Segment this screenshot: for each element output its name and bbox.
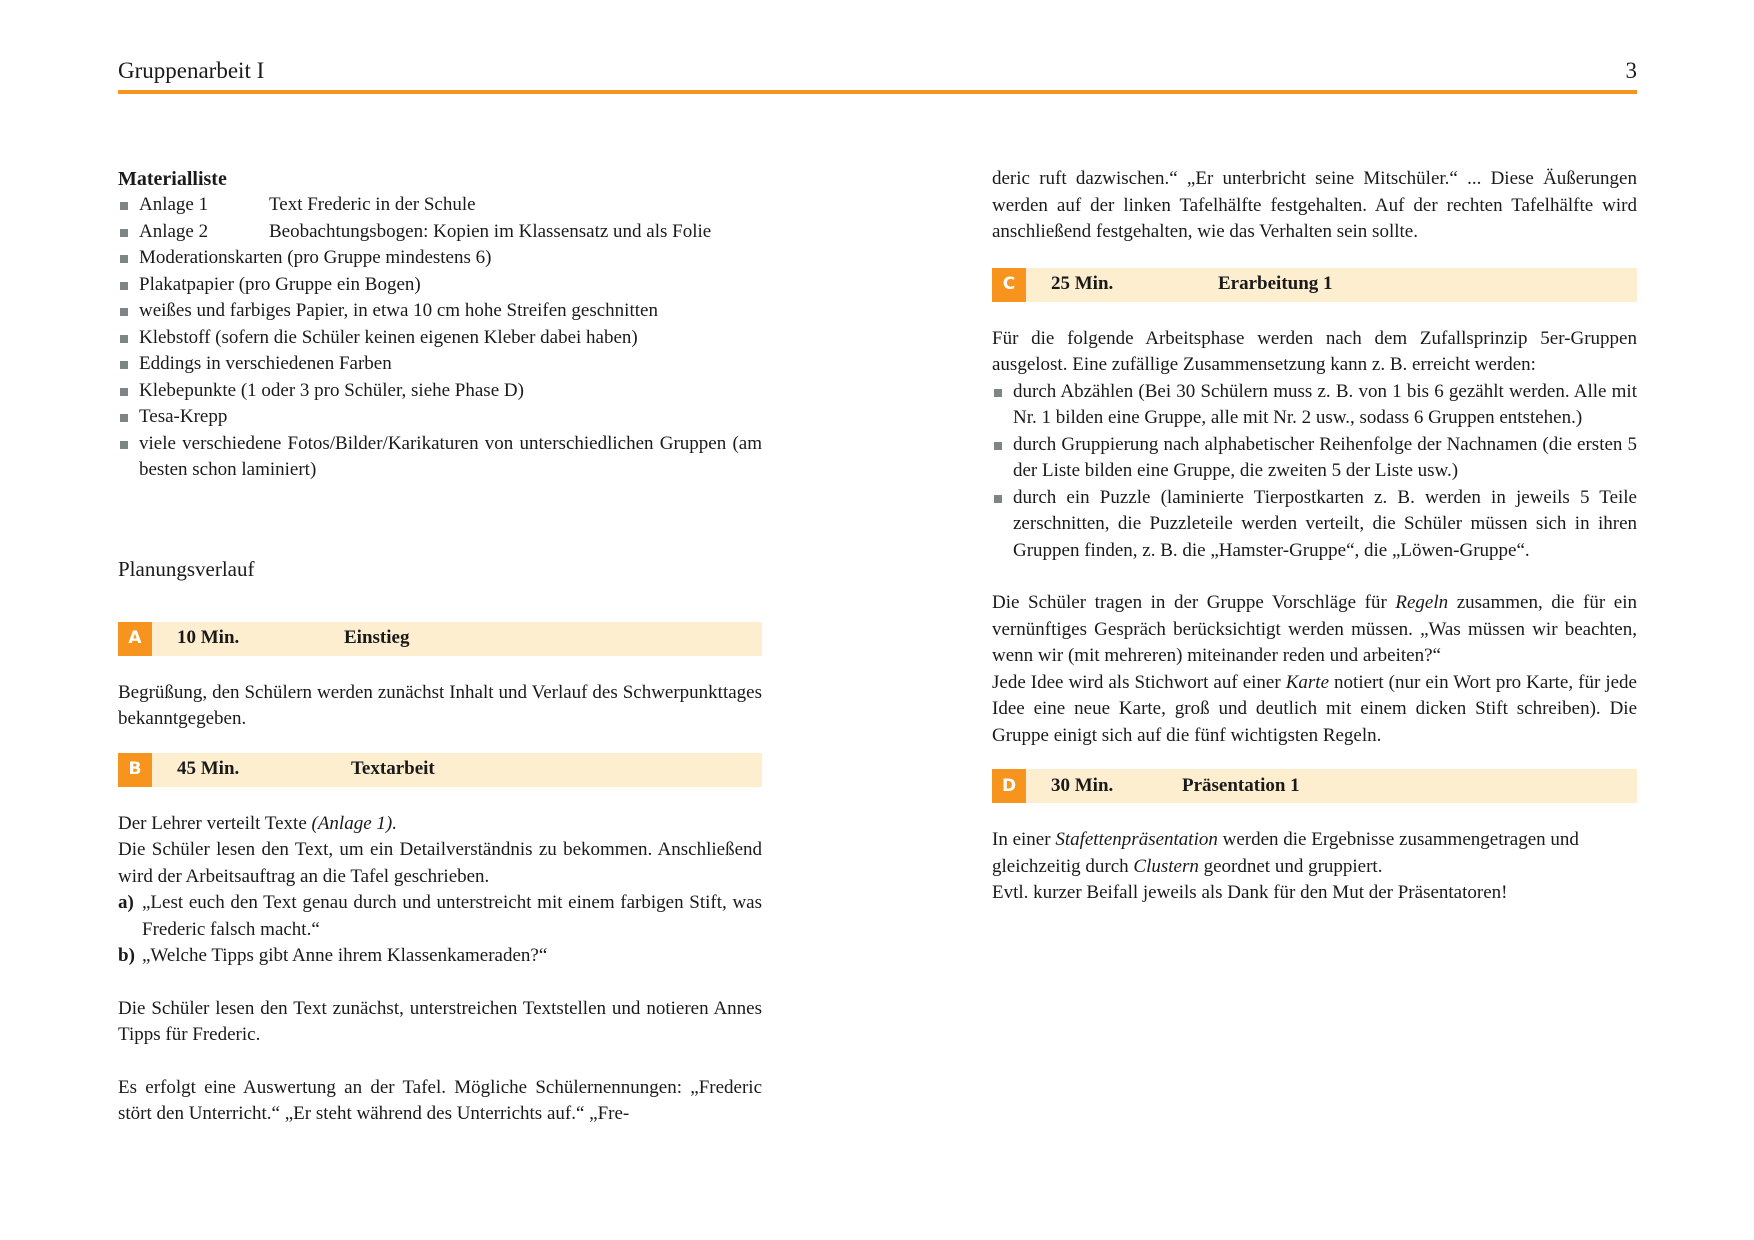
phase-time: 30 Min. [1051, 774, 1114, 796]
phase-a-text: Begrüßung, den Schülern werden zunächst Inhalt und Verlauf des Schwerpunkttages bekanntgegeben. [118, 681, 762, 729]
item-text: viele verschiedene Fotos/Bilder/Karikaturen von unterschiedlichen Gruppen (am besten schon laminiert) [139, 432, 762, 480]
materials-list [118, 192, 762, 484]
materials-item [118, 404, 762, 431]
page-number: 3 [1625, 58, 1637, 83]
materials-item [118, 298, 762, 325]
materials-item [118, 272, 762, 299]
materials-item [118, 378, 762, 405]
page-header [118, 52, 1637, 94]
phase-name: Einstieg [344, 627, 410, 649]
item-text: Plakatpapier (pro Gruppe ein Bogen) [139, 273, 421, 295]
task-label: a) [118, 892, 134, 913]
phase-badge: A [118, 622, 152, 656]
phase-badge: B [118, 753, 152, 787]
text: In einer [992, 829, 1056, 850]
task-label: b) [118, 945, 135, 966]
item-text: Klebstoff (sofern die Schüler keinen eigenen Kleber dabei haben) [139, 326, 638, 348]
text: zusammen, die für ein vernünftiges Gespräch berücksichtigt werden müssen. „Was müssen wir beachten, wenn wir (mit mehreren) miteinander reden und arbeiten?“ [992, 592, 1637, 666]
right-column [992, 166, 1637, 907]
phase-name: Textarbeit [351, 758, 435, 780]
materials-item [118, 219, 762, 246]
text: notiert (nur ein Wort pro Karte, für jede Idee eine neue Karte, groß und deutlich mit einem dicken Stift schreiben). Die Gruppe einigt sich auf die fünf wichtigsten Regeln. [992, 671, 1637, 746]
grouping-methods-list [992, 379, 1637, 565]
phase-bar-d [992, 769, 1637, 803]
phase-name: Erarbeitung 1 [1218, 273, 1333, 295]
phase-d-line2: Evtl. kurzer Beifall jeweils als Dank für den Mut der Präsentatoren! [992, 882, 1508, 903]
materials-item [118, 351, 762, 378]
running-title: Gruppenarbeit I [118, 58, 265, 83]
text: werden die Ergebnisse zusammengetragen und gleichzeitig durch [992, 829, 1579, 877]
grouping-method: durch Abzählen (Bei 30 Schülern muss z. B. von 1 bis 6 gezählt werden. Alle mit Nr. 1 bilden eine Gruppe, alle mit Nr. 2 usw., sodass 6 Gruppen entstehen.) [992, 379, 1637, 432]
phase-b-intro [118, 811, 762, 838]
text: Jede Idee wird als Stichwort auf einer [992, 671, 1286, 693]
grouping-method: durch Gruppierung nach alphabetischer Reihenfolge der Nachnamen (die ersten 5 der Liste bilden eine Gruppe, die zweiten 5 der Liste usw.) [992, 432, 1637, 485]
phase-b-para3: Es erfolgt eine Auswertung an der Tafel. Mögliche Schülernennungen: „Frederic stört den Unterricht.“ „Er steht während des Unterrichts auf.“ „Fre- [118, 1076, 762, 1124]
item-text: Moderationskarten (pro Gruppe mindestens 6) [139, 247, 492, 268]
text: geordnet und gruppiert. [1198, 855, 1383, 877]
rules-paragraph [992, 590, 1637, 670]
phase-name: Präsentation 1 [1182, 774, 1300, 796]
annex-reference: (Anlage 1). [311, 812, 397, 834]
phase-bar-b [118, 753, 762, 787]
phase-b-line2: Die Schüler lesen den Text, um ein Detailverständnis zu bekommen. Anschließend wird der Arbeitsauftrag an die Tafel geschrieben. [118, 839, 762, 887]
text: Die Schüler tragen in der Gruppe Vorschläge für [992, 592, 1396, 613]
phase-b-para3-continued: deric ruft dazwischen.“ „Er unterbricht seine Mitschüler.“ ... Diese Äußerungen werden auf der linken Tafelhälfte festgehalten. Auf der rechten Tafelhälfte wird anschließend festgehalten, wie das Verhalten sein sollte. [992, 168, 1637, 242]
header-rule [118, 90, 1637, 94]
phase-time: 10 Min. [177, 627, 240, 649]
phase-d-paragraph [992, 827, 1637, 880]
emphasis: Stafettenpräsentation [1055, 829, 1218, 850]
item-label: Anlage 2 [139, 220, 209, 242]
item-label: Anlage 1 [139, 194, 209, 215]
intro-text: Der Lehrer verteilt Texte [118, 812, 312, 834]
phase-bar-c [992, 268, 1637, 302]
item-text: Eddings in verschiedenen Farben [139, 353, 392, 374]
left-column [118, 166, 762, 1128]
emphasis: Karte [1285, 671, 1330, 693]
item-text: weißes und farbiges Papier, in etwa 10 cm hohe Streifen geschnitten [139, 300, 658, 321]
planning-heading: Planungsverlauf [118, 556, 255, 581]
task-text: „Welche Tipps gibt Anne ihrem Klassenkameraden?“ [142, 945, 548, 966]
item-text: Klebepunkte (1 oder 3 pro Schüler, siehe Phase D) [139, 379, 524, 401]
phase-badge: C [992, 268, 1026, 302]
materials-item [118, 245, 762, 272]
emphasis: Regeln [1395, 592, 1449, 613]
task-a [118, 890, 762, 943]
task-text: „Lest euch den Text genau durch und unterstreicht mit einem farbigen Stift, was Frederic falsch macht.“ [142, 892, 762, 940]
task-b [118, 943, 762, 970]
phase-c-intro: Für die folgende Arbeitsphase werden nach dem Zufallsprinzip 5er-Gruppen ausgelost. Eine zufällige Zusammensetzung kann z. B. erreicht werden: [992, 327, 1637, 375]
phase-b-para2: Die Schüler lesen den Text zunächst, unterstreichen Textstellen und notieren Annes Tipps für Frederic. [118, 997, 762, 1045]
item-text: Text Frederic in der Schule [269, 194, 476, 215]
phase-bar-a [118, 622, 762, 656]
item-text: Beobachtungsbogen: Kopien im Klassensatz und als Folie [269, 220, 712, 242]
item-text: Tesa-Krepp [139, 406, 228, 427]
materials-item [118, 431, 762, 484]
phase-badge: D [992, 769, 1026, 803]
emphasis: Clustern [1133, 855, 1199, 877]
materials-heading: Materialliste [118, 168, 227, 190]
phase-time: 45 Min. [177, 758, 240, 780]
phase-time: 25 Min. [1051, 273, 1114, 295]
materials-item [118, 325, 762, 352]
card-paragraph [992, 670, 1637, 750]
materials-item [118, 192, 762, 219]
grouping-method: durch ein Puzzle (laminierte Tierpostkarten z. B. werden in jeweils 5 Teile zerschnitten, die Puzzleteile werden verteilt, die Schüler müssen sich in ihren Gruppen finden, z. B. die „Hamster-Gruppe“, die „Löwen-Gruppe“. [992, 485, 1637, 565]
